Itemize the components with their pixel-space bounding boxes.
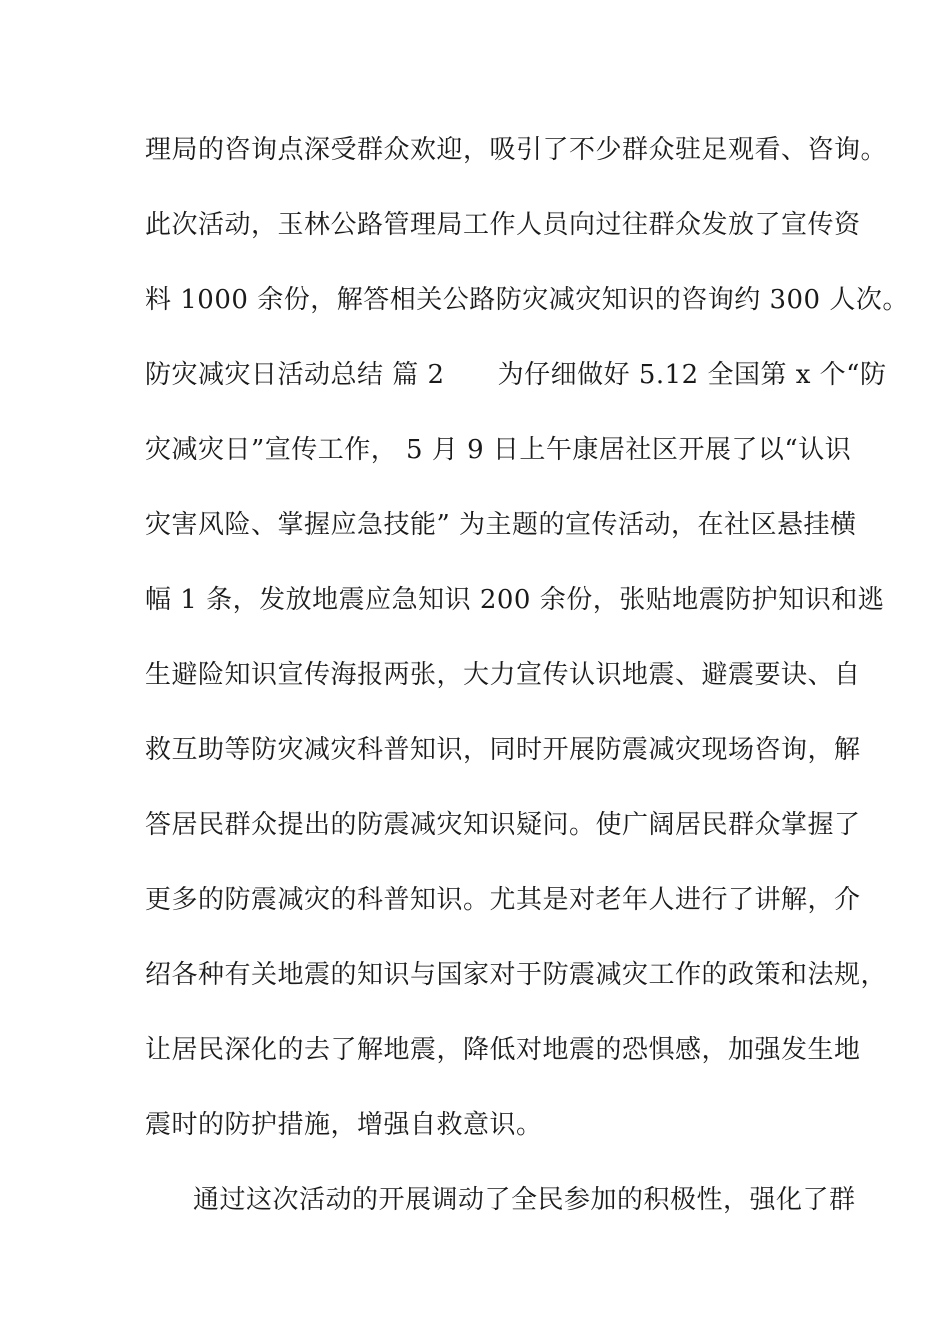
text-line: 理局的咨询点深受群众欢迎，吸引了不少群众驻足观看、咨询。	[145, 135, 888, 165]
text-line: 幅 1 条，发放地震应急知识 200 余份，张贴地震防护知识和逃	[145, 585, 885, 615]
text-line: 震时的防护措施，增强自救意识。	[145, 1110, 543, 1140]
text-line: 灾害风险、掌握应急技能” 为主题的宣传活动，在社区悬挂横	[145, 510, 857, 540]
text-line: 让居民深化的去了解地震，降低对地震的恐惧感，加强发生地	[145, 1035, 861, 1065]
text-line: 此次活动，玉林公路管理局工作人员向过往群众发放了宣传资	[145, 210, 861, 240]
text-line: 灾减灾日”宣传工作， 5 月 9 日上午康居社区开展了以“认识	[145, 435, 852, 465]
text-line: 料 1000 余份，解答相关公路防灾减灾知识的咨询约 300 人次。	[145, 285, 909, 315]
text-line: 绍各种有关地震的知识与国家对于防震减灾工作的政策和法规，	[145, 960, 888, 990]
text-line: 生避险知识宣传海报两张，大力宣传认识地震、避震要诀、自	[145, 660, 861, 690]
text-line: 答居民群众提出的防震减灾知识疑问。使广阔居民群众掌握了	[145, 810, 861, 840]
text-line: 更多的防震减灾的科普知识。尤其是对老年人进行了讲解，介	[145, 885, 861, 915]
text-line: 救互助等防灾减灾科普知识，同时开展防震减灾现场咨询，解	[145, 735, 861, 765]
paragraph-start-line: 通过这次活动的开展调动了全民参加的积极性，强化了群	[193, 1185, 856, 1215]
section-heading-line: 防灾减灾日活动总结 篇 2 为仔细做好 5.12 全国第 x 个“防	[145, 360, 887, 390]
